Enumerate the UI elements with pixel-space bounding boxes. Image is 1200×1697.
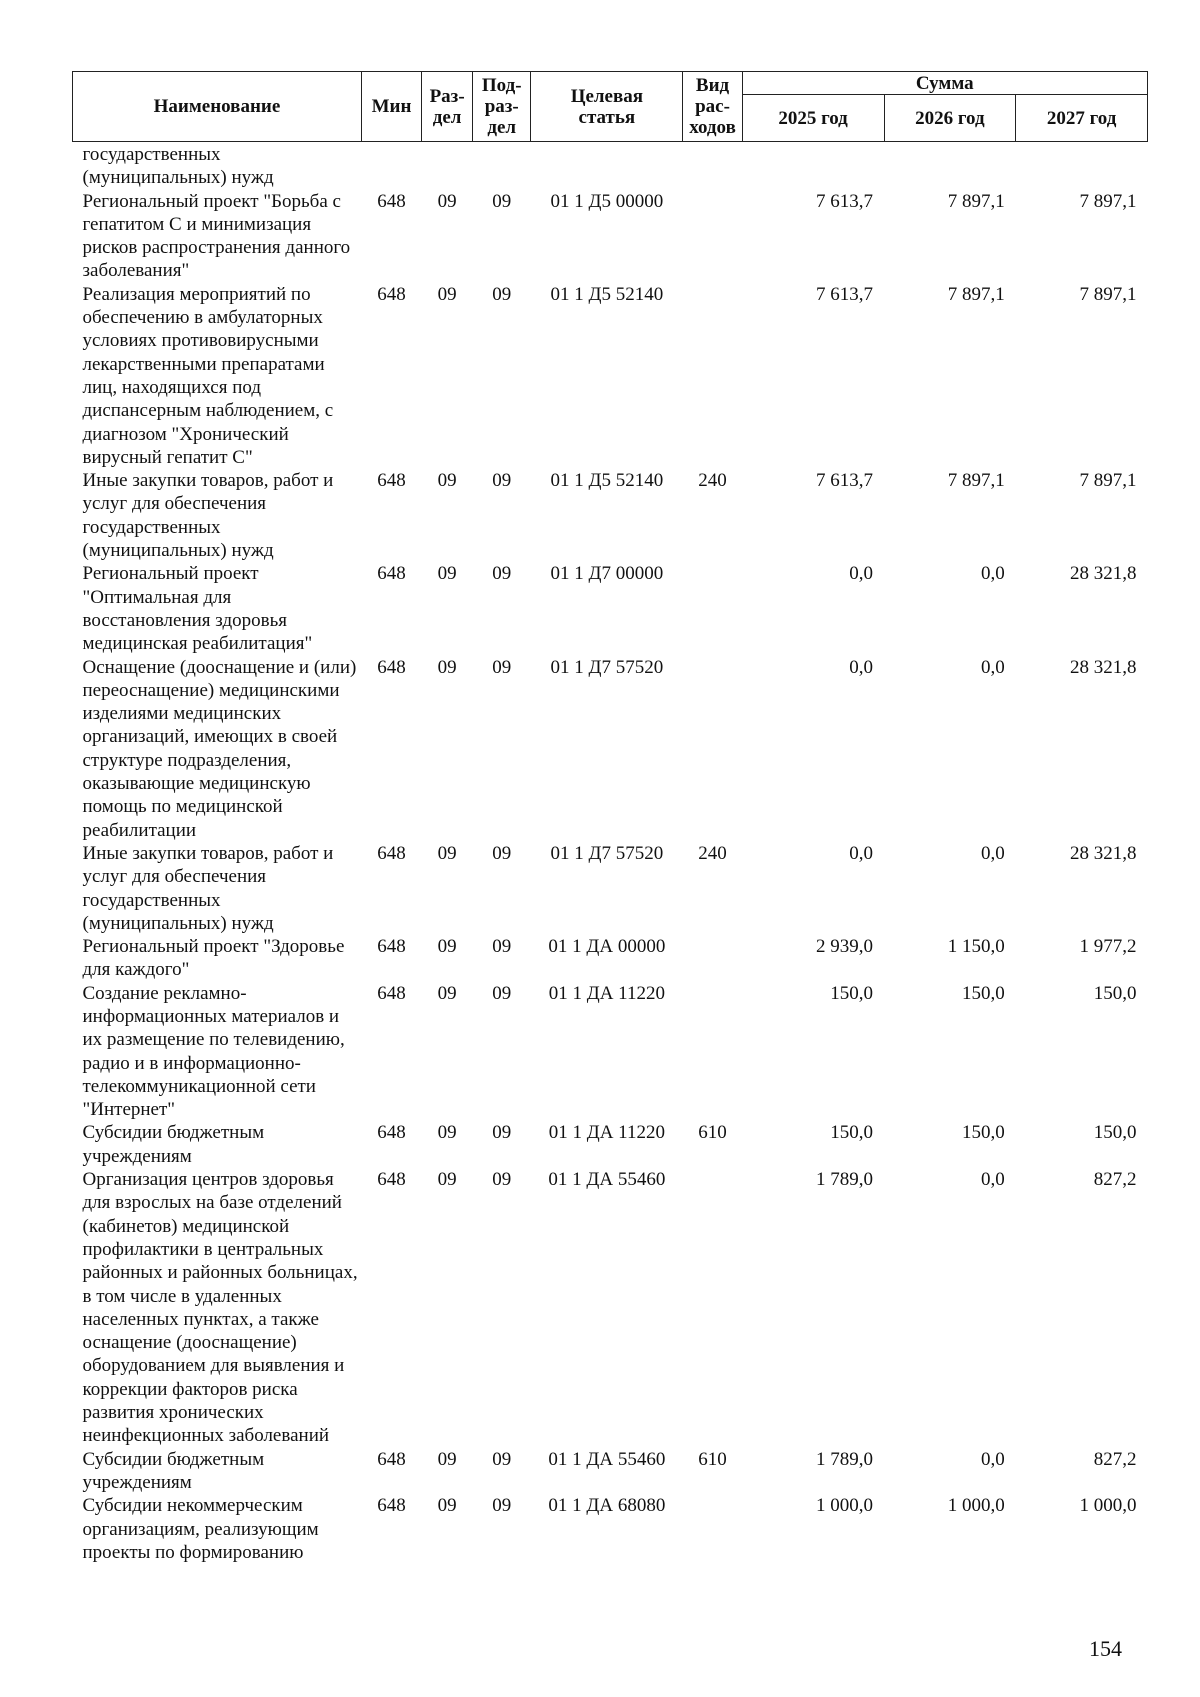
row-sum-2026: 0,0 <box>980 1448 1005 1470</box>
row-sum-2026: 7 897,1 <box>947 190 1005 212</box>
row-sum-2027: 150,0 <box>1093 982 1137 1004</box>
header-razdel-line: Раз- <box>429 85 465 107</box>
row-min: 648 <box>377 982 406 1004</box>
row-name: Реализация мероприятий по обеспечению в амбулаторных условиях противовирусными лекарственными препаратами лиц, находящихся под диспансерным наблюдением, с диагнозом "Хронический вирусный гепатит С" <box>82 283 334 468</box>
table-row <box>73 283 1148 469</box>
row-razdel: 09 <box>437 1495 457 1517</box>
row-vid: 610 <box>698 1448 727 1470</box>
row-vid <box>683 656 742 842</box>
row-razdel: 09 <box>437 982 457 1004</box>
row-podrazdel: 09 <box>492 842 512 864</box>
row-sum-2025: 150,0 <box>830 982 874 1004</box>
row-vid: 610 <box>698 1122 727 1144</box>
row-name: государственных (муниципальных) нужд <box>82 144 274 189</box>
row-sum-2026: 7 897,1 <box>947 470 1005 492</box>
row-sum-2025: 1 789,0 <box>816 1448 874 1470</box>
header-target-line: Целевая <box>570 85 644 107</box>
header-2026: 2026 год <box>884 95 1016 142</box>
header-podrazdel <box>473 72 531 142</box>
row-podrazdel: 09 <box>492 1169 512 1191</box>
row-target: 01 1 ДА 11220 <box>548 982 665 1004</box>
row-vid <box>683 283 742 469</box>
row-vid <box>683 1168 742 1448</box>
header-vid <box>683 72 742 142</box>
row-target: 01 1 Д5 00000 <box>550 190 664 212</box>
row-target <box>531 142 683 190</box>
page-number: 154 <box>1089 1636 1122 1661</box>
row-sum-2027: 150,0 <box>1093 1122 1137 1144</box>
header-vid-line: рас- <box>695 96 730 117</box>
row-min: 648 <box>377 1122 406 1144</box>
row-name: Создание рекламно-информационных материалов и их размещение по телевидению, радио и в информационно-телекоммуникационной сети "Интернет" <box>82 982 345 1121</box>
row-target: 01 1 Д5 52140 <box>550 470 664 492</box>
row-sum-2027: 1 000,0 <box>1079 1495 1137 1517</box>
budget-table <box>72 71 1148 1564</box>
row-podrazdel: 09 <box>492 563 512 585</box>
row-sum-2027: 7 897,1 <box>1079 283 1137 305</box>
row-min: 648 <box>377 1448 406 1470</box>
row-vid <box>683 982 742 1122</box>
row-vid: 240 <box>698 470 727 492</box>
table-row <box>73 562 1148 655</box>
row-name: Иные закупки товаров, работ и услуг для обеспечения государственных (муниципальных) нужд <box>82 842 334 934</box>
row-podrazdel: 09 <box>492 1448 512 1470</box>
row-podrazdel: 09 <box>492 1495 512 1517</box>
row-sum-2025: 2 939,0 <box>816 936 874 958</box>
row-target: 01 1 Д7 57520 <box>550 842 664 864</box>
row-sum-2027: 827,2 <box>1093 1169 1137 1191</box>
row-sum-2026: 150,0 <box>961 982 1005 1004</box>
header-2025: 2025 год <box>742 95 884 142</box>
row-razdel: 09 <box>437 563 457 585</box>
row-sum-2026: 0,0 <box>980 656 1005 678</box>
table-row <box>73 842 1148 935</box>
row-sum-2025: 0,0 <box>849 656 874 678</box>
row-razdel: 09 <box>437 190 457 212</box>
row-min: 648 <box>377 283 406 305</box>
row-sum-2027: 28 321,8 <box>1070 563 1137 585</box>
row-razdel: 09 <box>437 936 457 958</box>
row-sum-2026: 0,0 <box>980 1169 1005 1191</box>
row-name: Субсидии некоммерческим организациям, реализующим проекты по формированию <box>82 1495 319 1563</box>
table-row <box>73 935 1148 982</box>
table-row <box>73 1121 1148 1168</box>
row-vid <box>683 190 742 283</box>
row-target: 01 1 ДА 11220 <box>548 1122 665 1144</box>
row-vid <box>683 142 742 190</box>
row-min: 648 <box>377 1495 406 1517</box>
table-row <box>73 1448 1148 1495</box>
row-target: 01 1 ДА 00000 <box>548 936 666 958</box>
row-razdel: 09 <box>437 1122 457 1144</box>
row-name: Региональный проект "Здоровье для каждого" <box>82 936 345 981</box>
row-sum-2027: 827,2 <box>1093 1448 1137 1470</box>
row-name: Субсидии бюджетным учреждениям <box>82 1122 265 1167</box>
row-vid: 240 <box>698 842 727 864</box>
row-target: 01 1 Д7 57520 <box>550 656 664 678</box>
row-target: 01 1 Д7 00000 <box>550 563 664 585</box>
row-razdel: 09 <box>437 470 457 492</box>
table-row <box>73 982 1148 1122</box>
row-name: Региональный проект "Борьба с гепатитом С и минимизация рисков распространения данного заболевания" <box>82 190 351 282</box>
header-2027: 2027 год <box>1016 95 1148 142</box>
row-vid <box>683 1494 742 1564</box>
row-podrazdel: 09 <box>492 470 512 492</box>
row-podrazdel: 09 <box>492 1122 512 1144</box>
row-sum-2026 <box>884 142 1016 190</box>
row-podrazdel: 09 <box>492 936 512 958</box>
row-sum-2025: 7 613,7 <box>816 470 874 492</box>
row-sum-2025: 7 613,7 <box>816 190 874 212</box>
row-min <box>361 142 421 190</box>
row-min: 648 <box>377 190 406 212</box>
row-podrazdel <box>473 142 531 190</box>
row-razdel: 09 <box>437 1448 457 1470</box>
row-min: 648 <box>377 563 406 585</box>
table-body <box>73 142 1148 1565</box>
row-podrazdel: 09 <box>492 982 512 1004</box>
row-sum-2027: 28 321,8 <box>1070 656 1137 678</box>
row-target: 01 1 Д5 52140 <box>550 283 664 305</box>
table-header <box>73 72 1148 142</box>
row-sum-2027 <box>1016 142 1148 190</box>
row-target: 01 1 ДА 68080 <box>548 1495 666 1517</box>
row-sum-2025: 0,0 <box>849 563 874 585</box>
header-podrazdel-line: Под- <box>481 75 522 96</box>
row-sum-2027: 28 321,8 <box>1070 842 1137 864</box>
row-sum-2026: 7 897,1 <box>947 283 1005 305</box>
row-razdel: 09 <box>437 1169 457 1191</box>
table-row <box>73 1168 1148 1448</box>
header-min: Мин <box>361 72 421 142</box>
row-sum-2026: 150,0 <box>961 1122 1005 1144</box>
row-razdel: 09 <box>437 283 457 305</box>
table-row <box>73 469 1148 562</box>
row-vid <box>683 935 742 982</box>
row-name: Иные закупки товаров, работ и услуг для обеспечения государственных (муниципальных) нужд <box>82 470 334 562</box>
header-target-line: статья <box>578 106 636 128</box>
row-razdel: 09 <box>437 842 457 864</box>
table-row <box>73 1494 1148 1564</box>
row-sum-2026: 0,0 <box>980 563 1005 585</box>
row-sum-2025: 1 789,0 <box>816 1169 874 1191</box>
header-vid-line: Вид <box>695 75 730 96</box>
row-sum-2026: 1 000,0 <box>947 1495 1005 1517</box>
row-podrazdel: 09 <box>492 190 512 212</box>
row-min: 648 <box>377 936 406 958</box>
row-min: 648 <box>377 656 406 678</box>
row-target: 01 1 ДА 55460 <box>548 1169 666 1191</box>
header-sum: Сумма <box>742 72 1147 95</box>
row-name: Региональный проект "Оптимальная для восстановления здоровья медицинская реабилитация" <box>82 563 313 655</box>
row-sum-2025: 7 613,7 <box>816 283 874 305</box>
row-name: Субсидии бюджетным учреждениям <box>82 1448 265 1493</box>
row-podrazdel: 09 <box>492 283 512 305</box>
header-podrazdel-line: раз- <box>484 96 519 117</box>
row-razdel: 09 <box>437 656 457 678</box>
row-razdel <box>422 142 473 190</box>
row-sum-2026: 1 150,0 <box>947 936 1005 958</box>
table-row <box>73 190 1148 283</box>
row-min: 648 <box>377 842 406 864</box>
row-vid <box>683 562 742 655</box>
row-min: 648 <box>377 1169 406 1191</box>
header-podrazdel-line: дел <box>487 117 517 138</box>
row-podrazdel: 09 <box>492 656 512 678</box>
row-sum-2025: 0,0 <box>849 842 874 864</box>
row-sum-2027: 7 897,1 <box>1079 470 1137 492</box>
row-sum-2027: 1 977,2 <box>1079 936 1137 958</box>
row-target: 01 1 ДА 55460 <box>548 1448 666 1470</box>
row-sum-2025: 1 000,0 <box>816 1495 874 1517</box>
header-name: Наименование <box>73 72 362 142</box>
table-row <box>73 142 1148 190</box>
header-vid-line: ходов <box>689 117 736 138</box>
row-name: Организация центров здоровья для взрослых на базе отделений (кабинетов) медицинской профилактики в центральных районных и районных больницах, в том числе в удаленных населенных пунктах, а также оснащение (дооснащение) оборудованием для выявления и коррекции факторов риска развития хронических неинфекционных заболеваний <box>82 1169 358 1447</box>
header-razdel <box>422 72 473 142</box>
row-sum-2025 <box>742 142 884 190</box>
row-min: 648 <box>377 470 406 492</box>
row-name: Оснащение (дооснащение и (или) переоснащение) медицинскими изделиями медицинских организаций, имеющих в своей структуре подразделения, оказывающие медицинскую помощь по медицинской реабилитации <box>82 656 357 841</box>
table-row <box>73 656 1148 842</box>
row-sum-2027: 7 897,1 <box>1079 190 1137 212</box>
header-razdel-line: дел <box>432 106 462 128</box>
row-sum-2025: 150,0 <box>830 1122 874 1144</box>
row-sum-2026: 0,0 <box>980 842 1005 864</box>
header-target <box>531 72 683 142</box>
